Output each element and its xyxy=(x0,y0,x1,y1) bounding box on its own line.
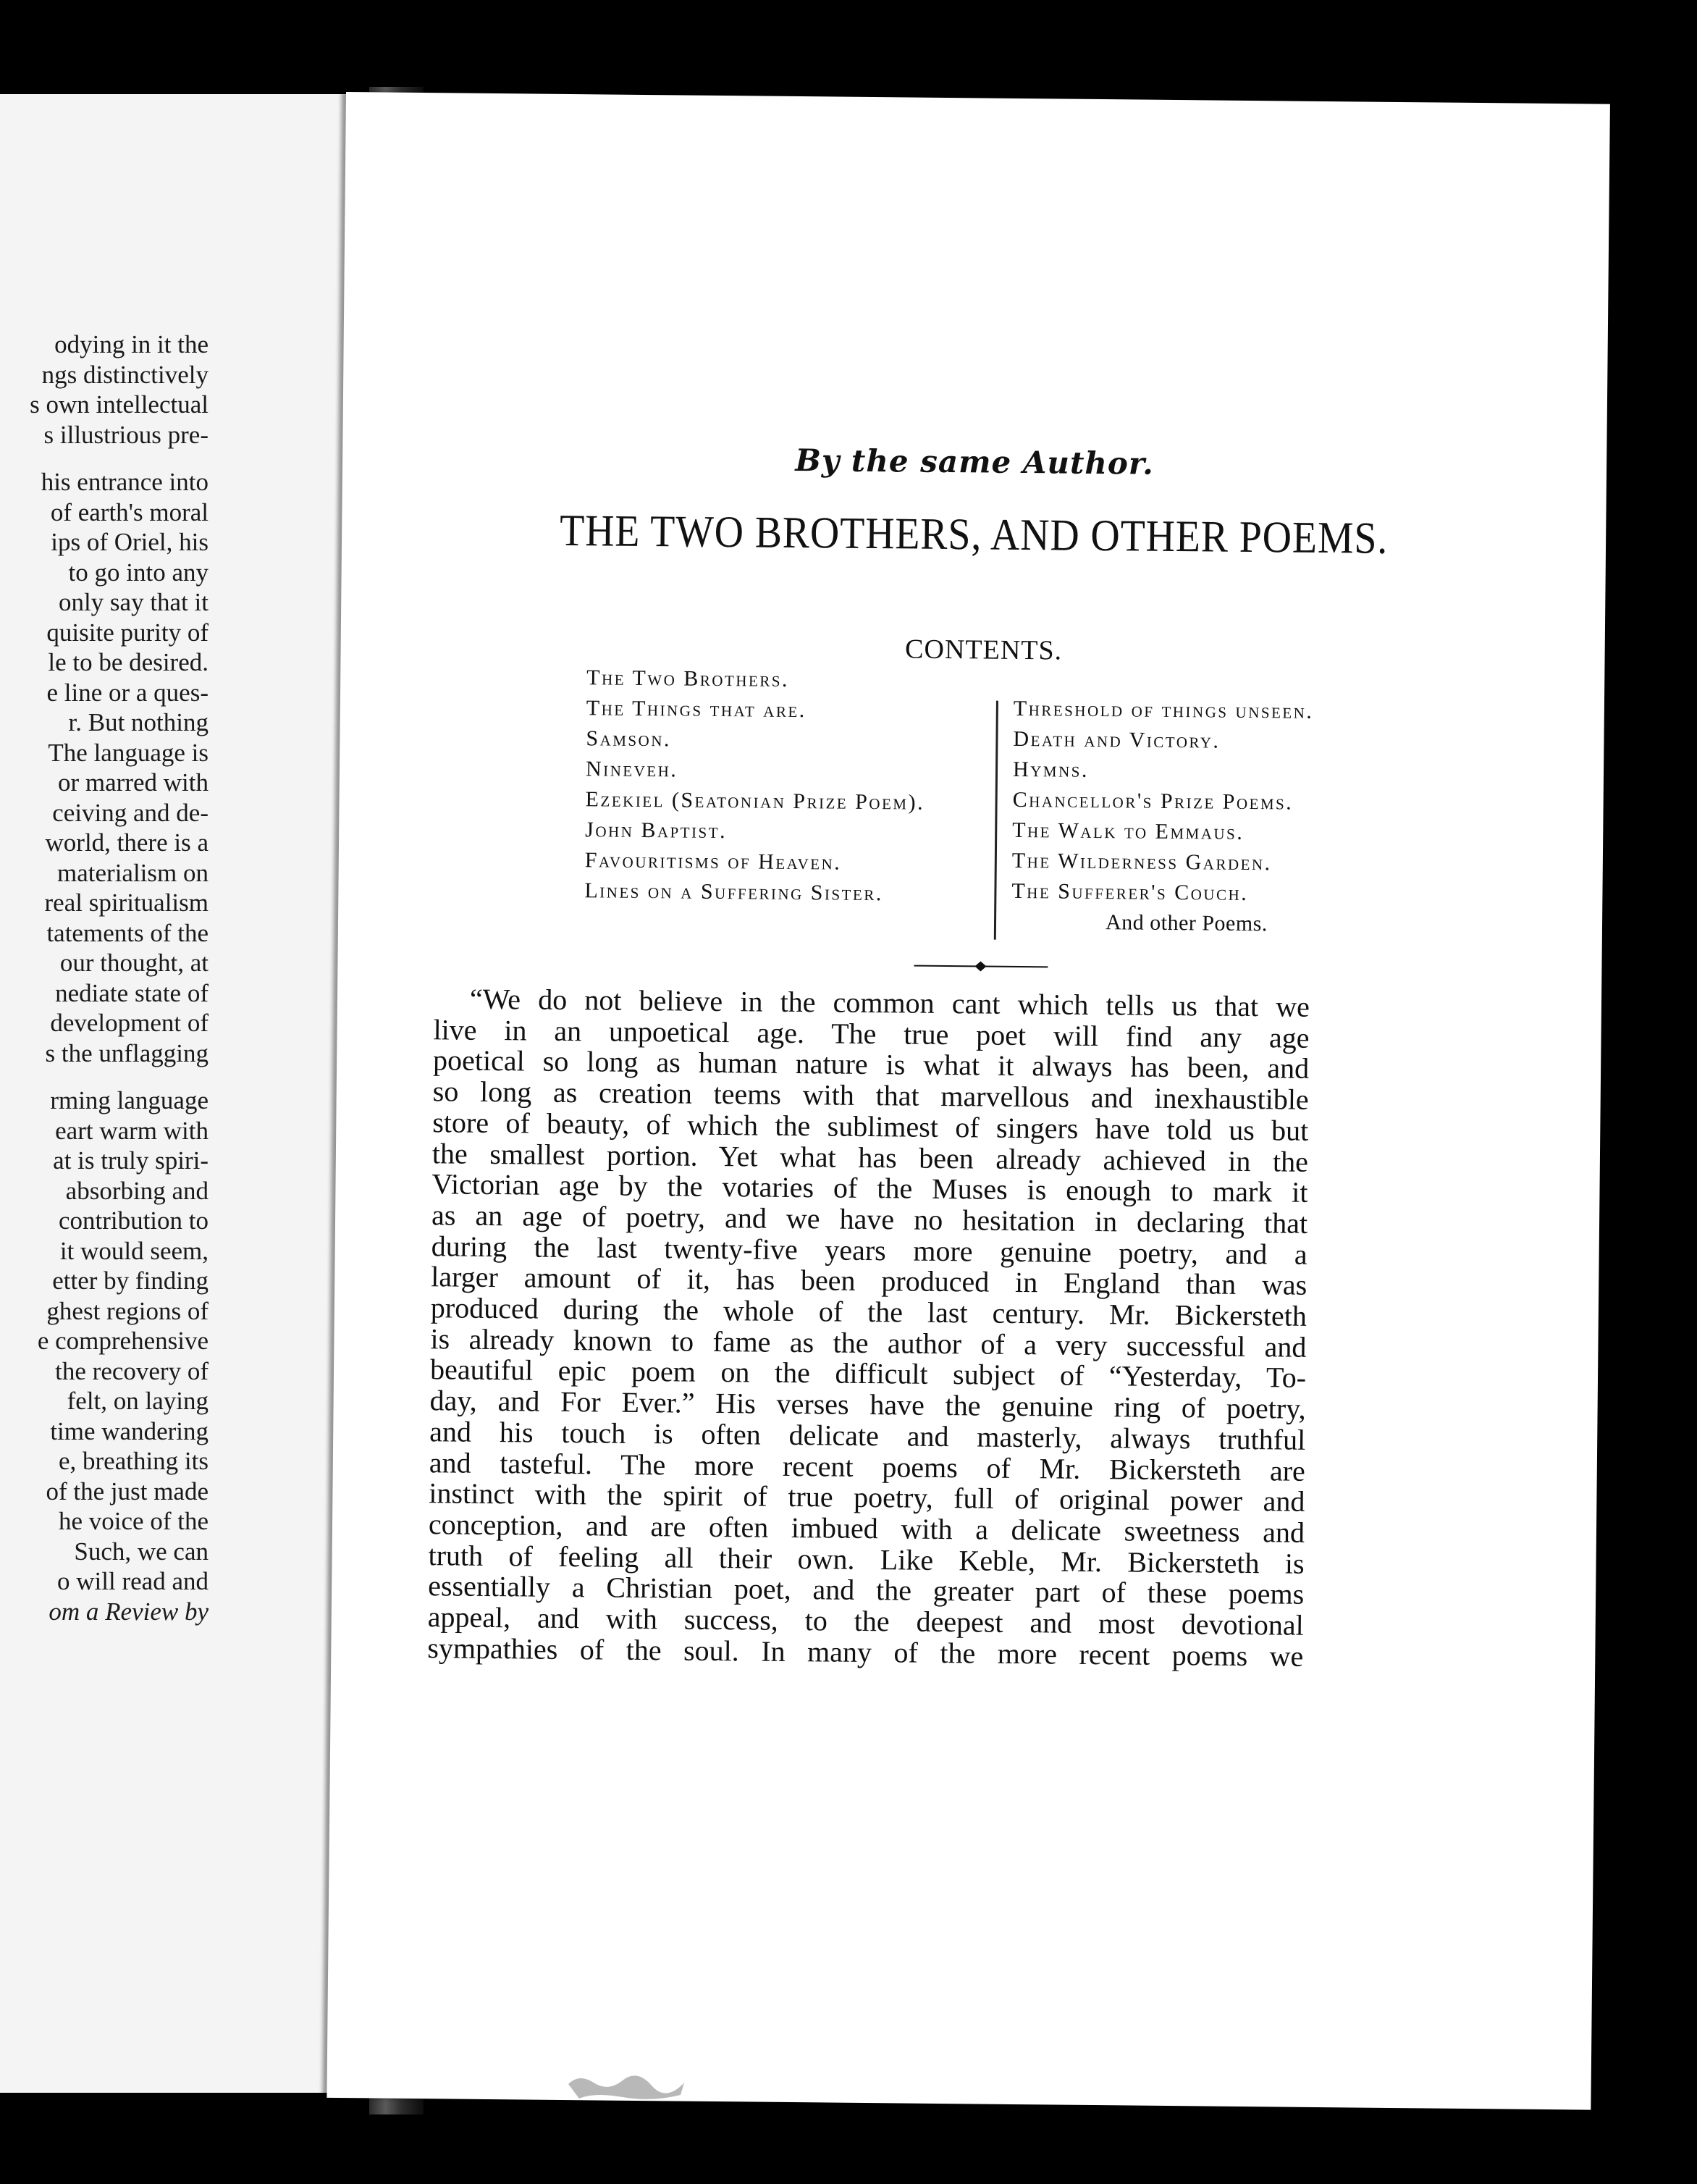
text-line: quisite purity of xyxy=(46,618,209,647)
contents-item: Death and Victory. xyxy=(1013,726,1221,753)
review-quote xyxy=(427,983,1310,1672)
text-line: etter by finding xyxy=(52,1267,209,1295)
contents-item: The Sufferer's Couch. xyxy=(1011,878,1249,906)
quote-line: Victorian age by the votaries of the Muses is enough to mark it xyxy=(431,1167,1308,1209)
quote-line: sympathies of the soul. In many of the more recent poems we xyxy=(427,1631,1304,1673)
quote-line: day, and For Ever.” His verses have the genuine ring of poetry, xyxy=(429,1384,1306,1425)
bottom-stain xyxy=(565,2070,688,2106)
text-line: eart warm with xyxy=(55,1116,209,1145)
current-page xyxy=(327,92,1610,2110)
quote-line: and his touch is often delicate and masterly, always truthful xyxy=(429,1415,1306,1456)
contents-list-left xyxy=(584,663,926,909)
text-line: or marred with xyxy=(58,768,209,797)
paragraph-gap xyxy=(0,450,209,467)
contents-item: Ezekiel (Seatonian Prize Poem). xyxy=(585,787,925,815)
text-line: absorbing and xyxy=(65,1176,209,1205)
contents-item: Hymns. xyxy=(1012,757,1090,782)
text-line: development of xyxy=(50,1009,209,1037)
quote-line: store of beauty, of which the sublimest of singers have told us but xyxy=(432,1106,1309,1147)
text-line: materialism on xyxy=(57,858,209,887)
book-title: THE TWO BROTHERS, AND OTHER POEMS. xyxy=(559,505,1389,563)
quote-line: conception, and are often imbued with a delicate sweetness and xyxy=(428,1508,1305,1549)
previous-page-text xyxy=(0,329,209,1626)
text-line: the recovery of xyxy=(55,1356,209,1385)
quote-line: produced during the whole of the last century. Mr. Bickersteth xyxy=(430,1291,1308,1332)
quote-line: larger amount of it, has been produced in England than was xyxy=(431,1260,1308,1302)
text-line: to go into any xyxy=(68,558,209,587)
text-line: ghest regions of xyxy=(46,1296,209,1325)
text-line: ngs distinctively xyxy=(41,360,209,389)
text-line: The language is xyxy=(48,738,209,767)
text-line: of the just made xyxy=(46,1477,209,1505)
text-line: rming language xyxy=(50,1086,209,1114)
ornament-divider xyxy=(914,959,1048,975)
text-line: contribution to xyxy=(58,1206,209,1235)
quote-line: beautiful epic poem on the difficult subject of “Yesterday, To- xyxy=(429,1353,1307,1395)
text-line: world, there is a xyxy=(45,828,209,857)
contents-item: John Baptist. xyxy=(585,818,728,844)
contents-divider xyxy=(994,701,998,940)
text-line: our thought, at xyxy=(59,949,209,977)
contents-item: The Wilderness Garden. xyxy=(1011,848,1272,875)
contents-item: Lines on a Suffering Sister. xyxy=(584,878,883,906)
text-line: Such, we can xyxy=(74,1537,209,1566)
text-line: real spiritualism xyxy=(44,889,209,917)
quote-line: the smallest portion. Yet what has been already achieved in the xyxy=(431,1136,1309,1178)
text-line: r. But nothing xyxy=(68,708,209,736)
text-line: le to be desired. xyxy=(48,648,209,676)
contents-item: The Two Brothers. xyxy=(586,665,790,692)
by-same-author-heading: By the same Author. xyxy=(795,442,1155,482)
text-line: om a Review by xyxy=(49,1597,209,1626)
quote-line: live in an unpoetical age. The true poet will find any age xyxy=(433,1012,1310,1054)
quote-line: essentially a Christian poet, and the greater part of these poems xyxy=(427,1569,1305,1611)
contents-item: Threshold of things unseen. xyxy=(1013,696,1314,723)
quote-line: during the last twenty-five years more genuine poetry, and a xyxy=(431,1229,1308,1271)
quote-line: and tasteful. The more recent poems of Mr. Bickersteth are xyxy=(429,1445,1306,1487)
contents-item: Chancellor's Prize Poems. xyxy=(1012,787,1294,815)
contents-item: The Things that are. xyxy=(586,696,807,723)
text-line: e comprehensive xyxy=(37,1327,209,1355)
text-line: his entrance into xyxy=(41,468,209,496)
contents-item: Favouritisms of Heaven. xyxy=(584,848,842,875)
contents-heading: CONTENTS. xyxy=(904,634,1063,666)
quote-line: instinct with the spirit of true poetry, full of original power and xyxy=(429,1477,1305,1519)
contents-more: And other Poems. xyxy=(1105,910,1268,936)
text-line: e, breathing its xyxy=(58,1447,209,1475)
quote-line: appeal, and with success, to the deepest and most devotional xyxy=(427,1600,1304,1642)
text-line: felt, on laying xyxy=(67,1387,209,1415)
text-line: it would seem, xyxy=(59,1236,209,1265)
contents-item: Samson. xyxy=(586,726,672,752)
text-line: ips of Oriel, his xyxy=(51,528,209,556)
text-line: of earth's moral xyxy=(50,497,209,526)
quote-line: so long as creation teems with that marvellous and inexhaustible xyxy=(432,1075,1309,1116)
text-line: odying in it the xyxy=(54,330,209,358)
contents-list-right xyxy=(1011,694,1314,940)
quote-line: truth of feeling all their own. Like Keble, Mr. Bickersteth is xyxy=(428,1538,1305,1580)
contents-item: The Walk to Emmaus. xyxy=(1012,818,1245,844)
quote-line: as an age of poetry, and we have no hesitation in declaring that xyxy=(431,1198,1308,1240)
quote-line: “We do not believe in the common cant which tells us that we xyxy=(469,982,1310,1023)
text-line: time wandering xyxy=(50,1416,209,1445)
text-line: ceiving and de- xyxy=(52,798,209,827)
contents-item: Nineveh. xyxy=(585,757,678,782)
text-line: at is truly spiri- xyxy=(53,1146,209,1175)
text-line: e line or a ques- xyxy=(46,678,209,707)
text-line: s illustrious pre- xyxy=(43,420,209,449)
previous-page xyxy=(0,94,376,2093)
quote-line: is already known to fame as the author of a very successful and xyxy=(430,1322,1307,1364)
text-line: nediate state of xyxy=(55,978,209,1007)
text-line: tatements of the xyxy=(46,918,209,947)
quote-line: poetical so long as human nature is what it always has been, and xyxy=(432,1043,1310,1085)
paragraph-gap xyxy=(0,1068,209,1085)
text-line: only say that it xyxy=(58,588,209,616)
text-line: s own intellectual xyxy=(30,390,209,419)
text-line: s the unflagging xyxy=(45,1038,209,1067)
text-line: o will read and xyxy=(57,1567,209,1595)
text-line: he voice of the xyxy=(59,1507,209,1535)
